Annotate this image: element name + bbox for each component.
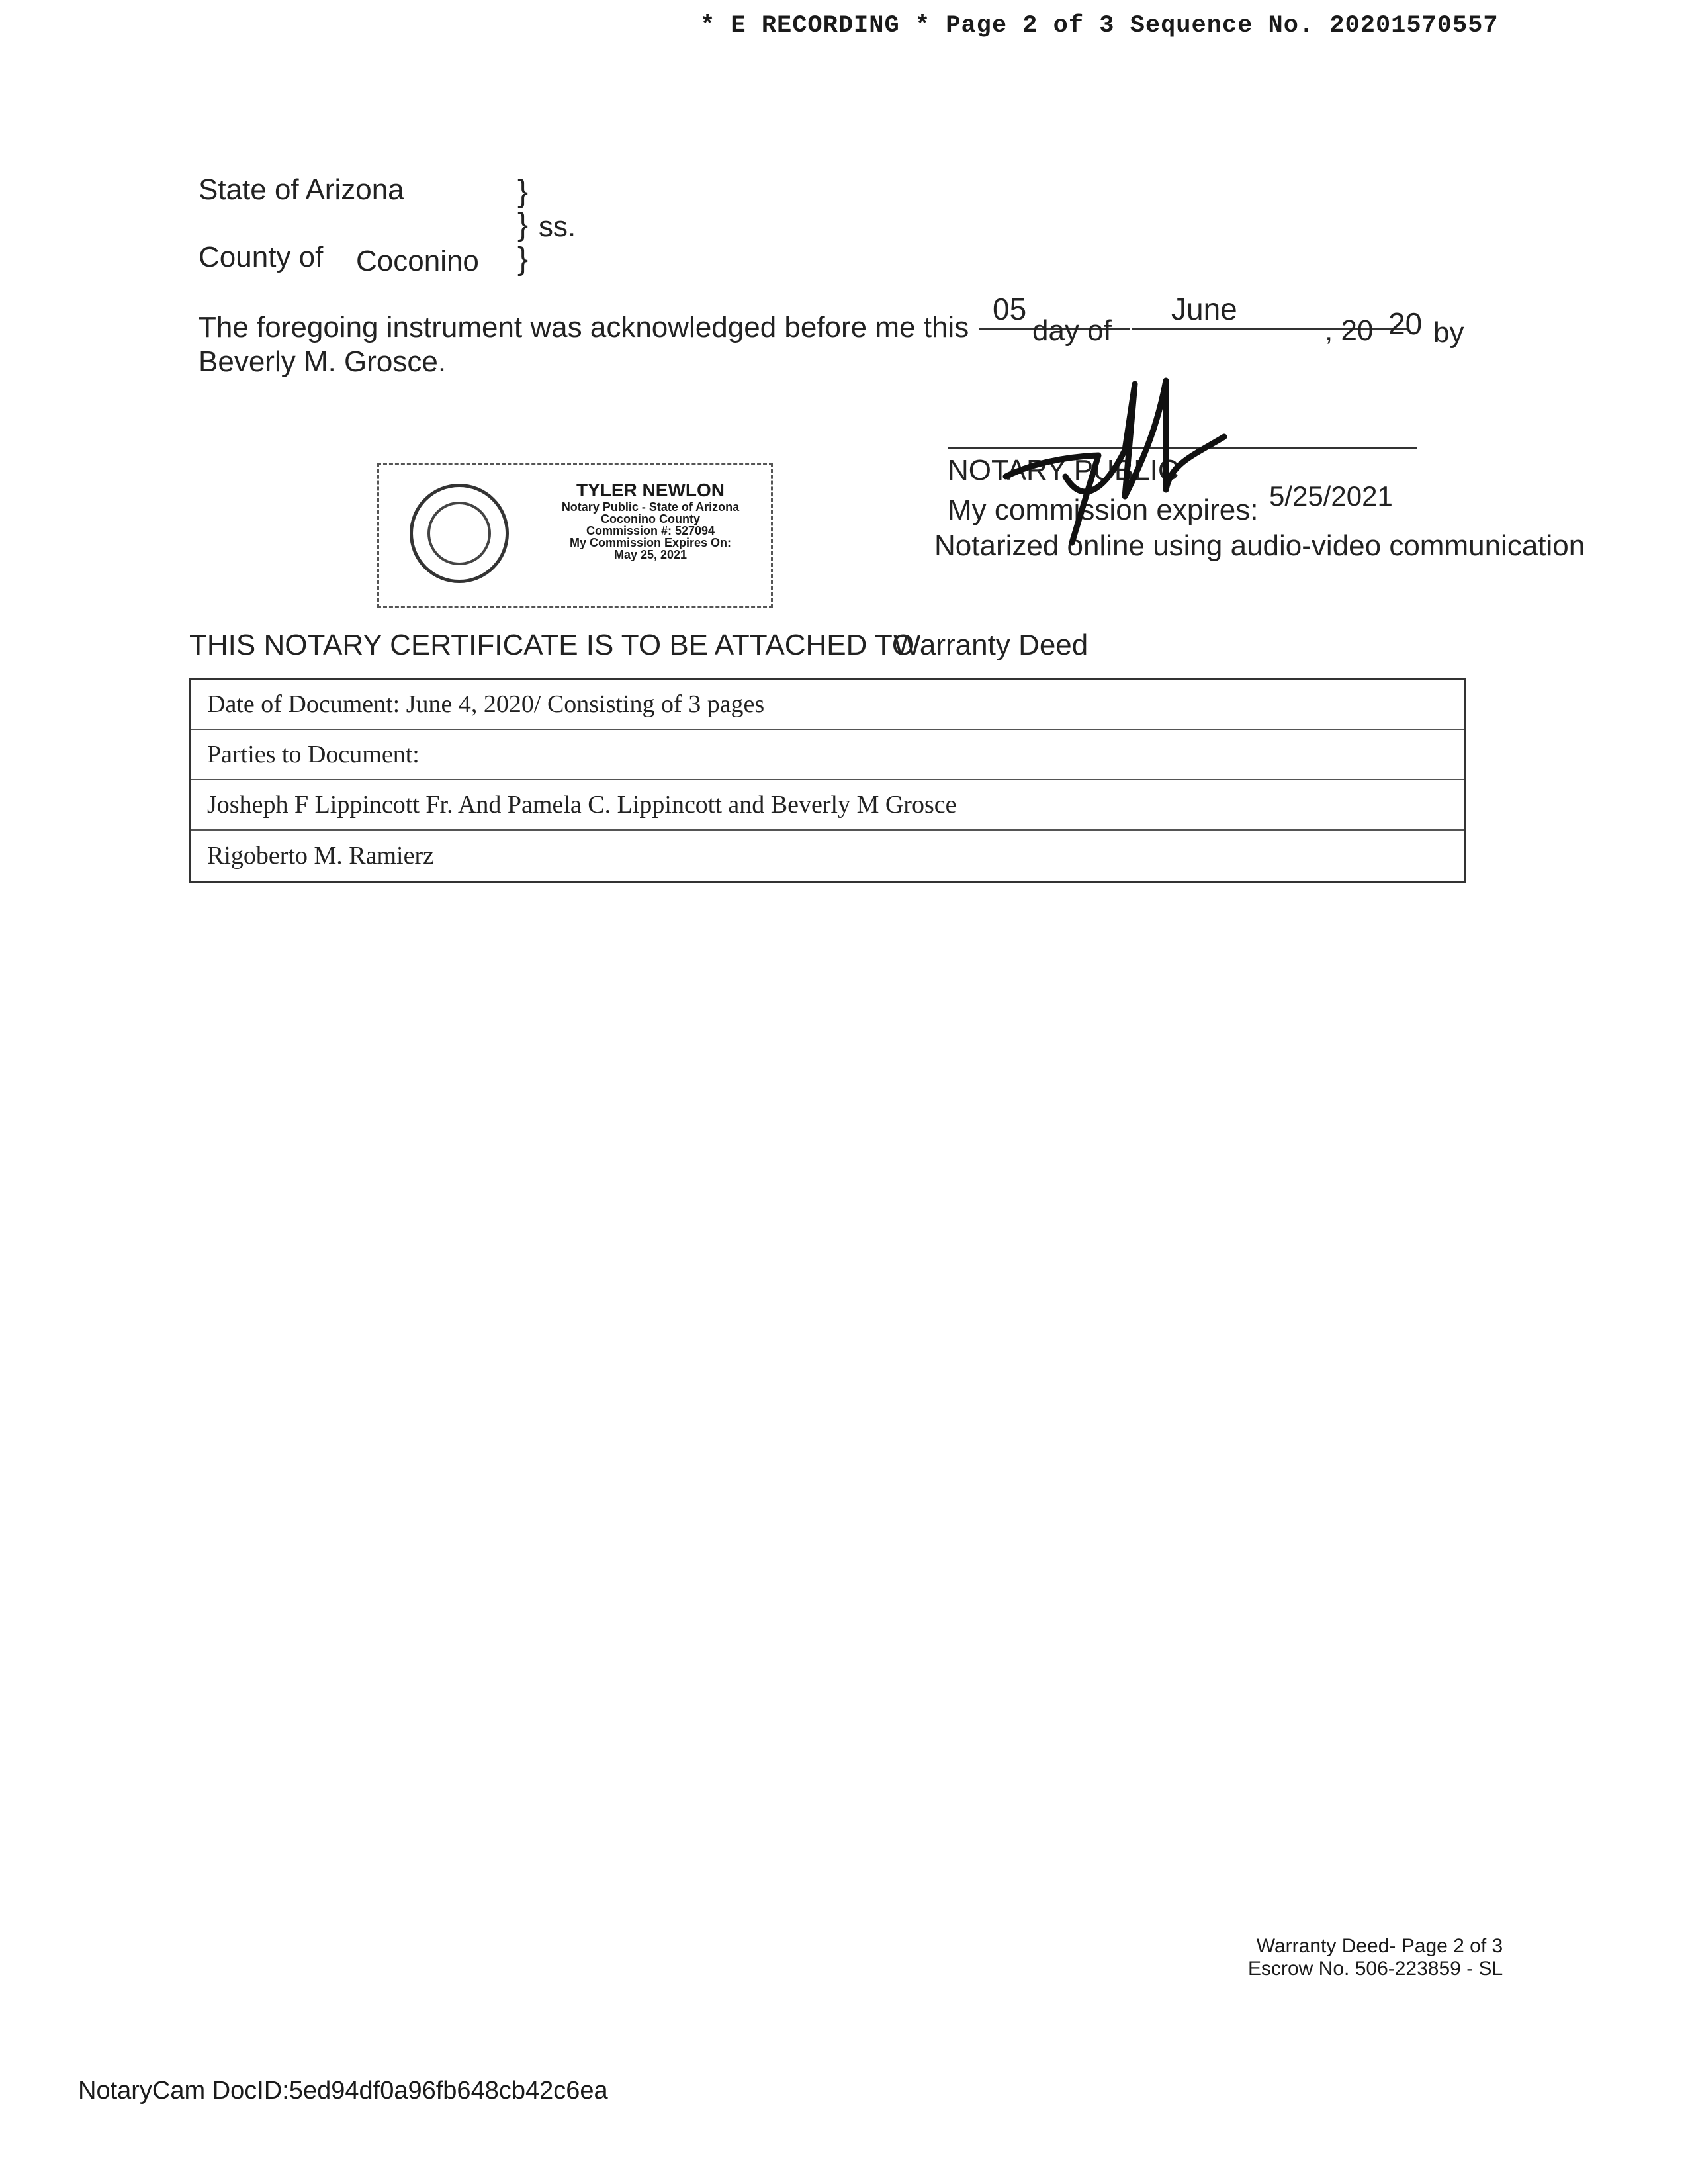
seal-notary-name: TYLER NEWLON — [576, 480, 725, 500]
county-label: County of — [199, 241, 324, 273]
attached-to-label: THIS NOTARY CERTIFICATE IS TO BE ATTACHED TO — [189, 629, 915, 661]
seal-line: Notary Public - State of Arizona — [561, 500, 740, 514]
notary-public-label: NOTARY PUBLIC — [948, 454, 1179, 486]
state-label: State of Arizona — [199, 173, 404, 206]
venue-brace: } — [517, 207, 529, 242]
year-prefix: , 20 — [1325, 314, 1374, 347]
state-seal-icon — [410, 484, 509, 583]
document-info-table — [189, 678, 1466, 883]
table-row: Josheph F Lippincott Fr. And Pamela C. Lippincott and Beverly M Grosce — [191, 780, 1464, 831]
acknowledgment-text: The foregoing instrument was acknowledged before me this — [199, 311, 969, 343]
seal-line: My Commission Expires On: — [569, 536, 732, 549]
ss-label: ss. — [539, 210, 576, 243]
table-row: Rigoberto M. Ramierz — [207, 842, 434, 870]
day-value: 05 — [993, 292, 1027, 326]
county-name: Coconino — [356, 245, 479, 277]
venue-brace: } — [517, 242, 529, 277]
seal-text — [538, 480, 763, 561]
seal-line: Coconino County — [601, 512, 700, 525]
footer-reference — [1248, 1935, 1503, 1980]
commission-label: My commission expires: — [948, 494, 1259, 526]
seal-shield-icon — [427, 502, 491, 565]
day-of-label: day of — [1032, 314, 1112, 347]
notary-signature — [993, 377, 1231, 549]
signer-name: Beverly M. Grosce. — [199, 345, 447, 378]
recording-header: * E RECORDING * Page 2 of 3 Sequence No. 20201570557 — [700, 12, 1499, 40]
venue-brace: } — [517, 174, 529, 209]
seal-line: May 25, 2021 — [613, 548, 688, 561]
by-label: by — [1433, 316, 1464, 349]
seal-line: Commission #: 527094 — [586, 524, 715, 537]
month-value: June — [1171, 292, 1237, 326]
year-value: 20 — [1388, 306, 1423, 341]
attached-document-name: Warranty Deed — [893, 629, 1089, 661]
commission-date: 5/25/2021 — [1269, 480, 1393, 512]
online-notarization-note: Notarized online using audio-video communication — [934, 529, 1585, 562]
footer-page-ref: Warranty Deed- Page 2 of 3 — [1256, 1935, 1503, 1957]
notary-seal — [377, 463, 773, 608]
table-row: Parties to Document: — [191, 730, 1464, 780]
footer-escrow-number: Escrow No. 506-223859 - SL — [1248, 1958, 1503, 1979]
document-id: NotaryCam DocID:5ed94df0a96fb648cb42c6ea — [78, 2077, 608, 2105]
table-row: Date of Document: June 4, 2020/ Consisting of 3 pages — [191, 680, 1464, 730]
